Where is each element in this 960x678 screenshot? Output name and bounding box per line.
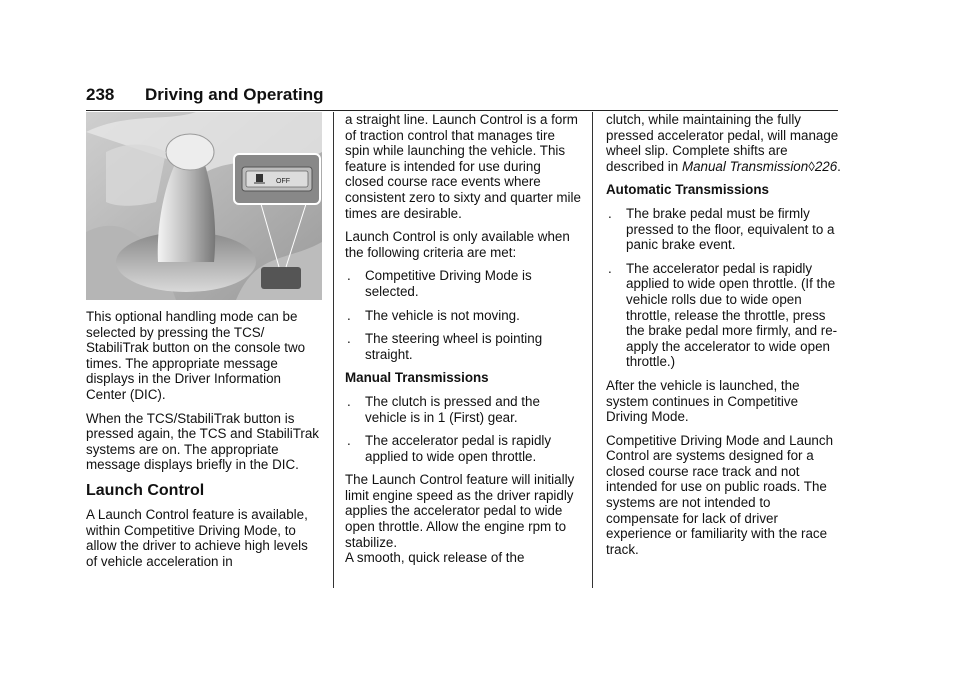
section-title: Driving and Operating: [145, 85, 324, 104]
bullet: .: [608, 205, 612, 221]
paragraph: clutch, while maintaining the fully pressed accelerator pedal, will manage wheel slip. Complete shifts are described in Manual Transmission◊226.: [606, 112, 841, 174]
list-item: . The brake pedal must be firmly pressed to the floor, equivalent to a panic brake event.: [608, 205, 835, 253]
column-divider: [333, 112, 334, 588]
list-item: . The vehicle is not moving.: [347, 307, 520, 323]
paragraph: Competitive Driving Mode and Launch Control are systems designed for a closed course race track and not intended for use on public roads. The systems are not intended to compensate for lack of driver experience or familiarity with the race track.: [606, 432, 834, 557]
page-header: [86, 84, 838, 111]
bullet: .: [347, 268, 351, 284]
column-2: [345, 112, 581, 566]
subheading: Automatic Transmissions: [606, 182, 769, 198]
column-3: [606, 112, 842, 557]
list-item: . The steering wheel is pointing straight.: [347, 331, 543, 362]
paragraph: This optional handling mode can be selected by pressing the TCS/ StabiliTrak button on the console two times. The appropriate message displays in the Driver Information Center (DIC).: [86, 309, 306, 402]
subheading: Manual Transmissions: [345, 370, 489, 386]
column-divider: [592, 112, 593, 588]
paragraph: When the TCS/StabiliTrak button is pressed again, the TCS and StabiliTrak systems are on. The appropriate message displays briefly in the DIC.: [86, 410, 319, 473]
bullet: .: [347, 331, 351, 347]
paragraph: a straight line. Launch Control is a form of traction control that manages tire spin while launching the vehicle. This feature is intended for use during closed course race events where consistent zero to sixty and quarter mile times are desirable.: [345, 112, 581, 221]
paragraph: Launch Control is only available when the following criteria are met:: [345, 229, 570, 260]
list-item: . The clutch is pressed and the vehicle is in 1 (First) gear.: [347, 393, 540, 425]
column-1: [86, 112, 322, 569]
page-ref-symbol: ◊: [808, 158, 815, 174]
console-tcs-button-figure: [86, 112, 322, 300]
paragraph: The Launch Control feature will initially limit engine speed as the driver rapidly applies the accelerator pedal to wide open throttle. Allow the engine rpm to stabilize.: [345, 472, 575, 550]
bullet: .: [347, 307, 351, 323]
list-item: . The accelerator pedal is rapidly applied to wide open throttle. (If the vehicle rolls due to wide open throttle, release the throttle, press the brake pedal more firmly, and re-apply the accelerator to wide open throttle.): [608, 260, 838, 370]
off-label: OFF: [276, 178, 290, 185]
bullet: .: [608, 260, 612, 276]
paragraph: A Launch Control feature is available, within Competitive Driving Mode, to allow the driver to achieve high levels of vehicle acceleration in: [86, 506, 308, 569]
page-number: 238: [86, 85, 115, 104]
list-item: . Competitive Driving Mode is selected.: [347, 268, 532, 299]
cross-reference-link[interactable]: Manual Transmission: [681, 158, 809, 174]
paragraph: After the vehicle is launched, the system continues in Competitive Driving Mode.: [606, 377, 800, 425]
bullet: .: [347, 393, 351, 409]
bullet: .: [347, 433, 351, 449]
page-ref[interactable]: 226: [814, 158, 838, 174]
list-item: . The accelerator pedal is rapidly applied to wide open throttle.: [347, 433, 552, 464]
section-heading: Launch Control: [86, 481, 205, 499]
paragraph: A smooth, quick release of the: [345, 550, 525, 566]
